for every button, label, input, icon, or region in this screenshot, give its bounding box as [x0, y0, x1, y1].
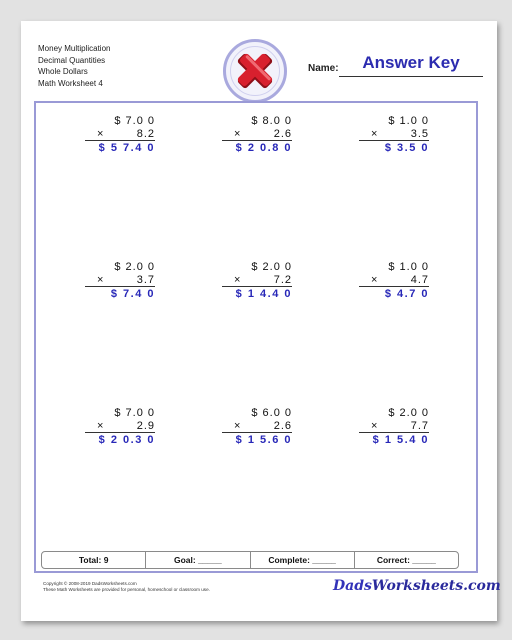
logo-part: Dads: [333, 578, 372, 594]
answer: $ 5 7.4 0: [98, 142, 155, 154]
problem-2: [222, 115, 292, 155]
usage-line: These Math Worksheets are provided for personal, homeschool or classroom use.: [43, 587, 210, 592]
answer-key-badge: [223, 39, 287, 103]
name-underline: [339, 76, 483, 77]
times-sign: ×: [234, 419, 242, 432]
multiplier-line: [85, 274, 155, 288]
problem-5: [222, 261, 292, 301]
score-box: [41, 551, 459, 569]
multiplier: 2.6: [273, 127, 292, 140]
problem-6: [359, 261, 429, 301]
title-line: Whole Dollars: [38, 67, 88, 76]
multiplier-line: [222, 420, 292, 434]
answer: $ 2 0.3 0: [98, 434, 155, 446]
name-label: Name:: [308, 63, 339, 74]
correct-field: Correct: _____: [376, 555, 436, 565]
copyright-line: Copyright © 2008-2019 DadsWorksheets.com: [43, 581, 137, 586]
copyright-notice: [43, 581, 210, 593]
multiplier-line: [222, 274, 292, 288]
title-line: Decimal Quantities: [38, 55, 106, 65]
site-logo: [333, 578, 501, 594]
worksheet-page: [21, 21, 501, 621]
logo-part: Worksheets.com: [371, 578, 501, 594]
goal-field: Goal: _____: [146, 552, 250, 568]
multiplier-line: [359, 274, 429, 288]
answer: $ 1 5.4 0: [372, 434, 429, 446]
complete-field: Complete: _____: [251, 552, 355, 568]
red-x-icon: [232, 48, 278, 94]
problem-1: [85, 115, 155, 155]
answer: $ 1 4.4 0: [235, 288, 292, 300]
times-sign: ×: [371, 127, 379, 140]
multiplier-line: [85, 420, 155, 434]
multiplier-line: [359, 420, 429, 434]
problem-4: [85, 261, 155, 301]
times-sign: ×: [97, 273, 105, 286]
multiplier-line: [359, 128, 429, 142]
multiplicand: $ 7.0 0: [114, 115, 155, 127]
worksheet-title: [38, 43, 110, 89]
multiplicand: $ 2.0 0: [251, 261, 292, 273]
problem-8: [222, 407, 292, 447]
multiplier: 4.7: [410, 273, 429, 286]
multiplicand: $ 6.0 0: [251, 407, 292, 419]
multiplier: 7.2: [273, 273, 292, 286]
title-line: Math Worksheet 4: [38, 78, 103, 88]
problem-7: [85, 407, 155, 447]
times-sign: ×: [371, 419, 379, 432]
answer: $ 1 5.6 0: [235, 434, 292, 446]
multiplier: 3.5: [410, 127, 429, 140]
multiplicand: $ 1.0 0: [388, 261, 429, 273]
problems-frame: [34, 101, 478, 573]
multiplicand: $ 2.0 0: [388, 407, 429, 419]
answer: $ 7.4 0: [110, 288, 155, 300]
answer-key-label: Answer Key: [362, 53, 460, 72]
problem-9: [359, 407, 429, 447]
answer: $ 3.5 0: [384, 142, 429, 154]
problem-3: [359, 115, 429, 155]
multiplicand: $ 7.0 0: [114, 407, 155, 419]
answer: $ 2 0.8 0: [235, 142, 292, 154]
multiplier: 8.2: [136, 127, 155, 140]
multiplicand: $ 2.0 0: [114, 261, 155, 273]
answer: $ 4.7 0: [384, 288, 429, 300]
times-sign: ×: [97, 419, 105, 432]
times-sign: ×: [371, 273, 379, 286]
times-sign: ×: [97, 127, 105, 140]
times-sign: ×: [234, 127, 242, 140]
multiplier: 7.7: [410, 419, 429, 432]
multiplicand: $ 8.0 0: [251, 115, 292, 127]
total-field: Total: 9: [42, 552, 146, 568]
multiplier: 3.7: [136, 273, 155, 286]
title-line: Money Multiplication: [38, 44, 111, 53]
multiplier-line: [222, 128, 292, 142]
multiplier: 2.6: [273, 419, 292, 432]
multiplicand: $ 1.0 0: [388, 115, 429, 127]
multiplier: 2.9: [136, 419, 155, 432]
multiplier-line: [85, 128, 155, 142]
times-sign: ×: [234, 273, 242, 286]
